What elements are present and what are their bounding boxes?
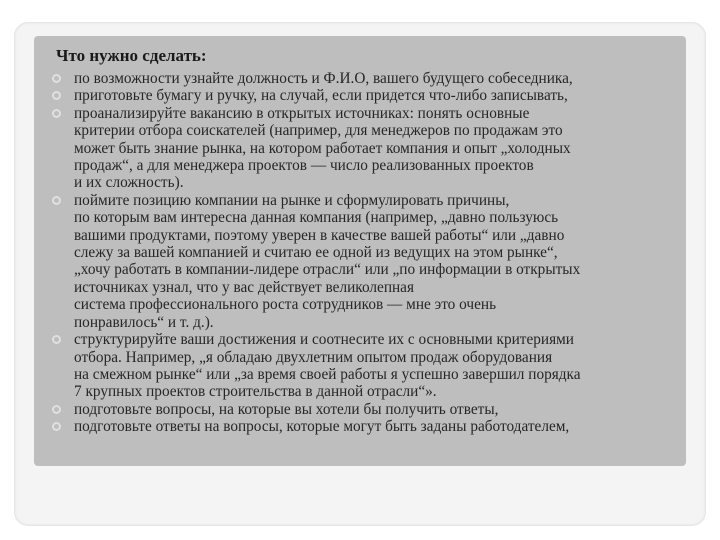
bullet-circle-icon [52,74,61,83]
bullet-line: на смежном рынке“ или „за время своей работы я успешно завершил порядка [74,365,581,383]
bullet-item [36,87,678,104]
bullet-line: „хочу работать в компании-лидере отрасли“ или „по информации в открытых [74,261,581,279]
bullet-line: структурируйте ваши достижения и соотнесите их с основными критериями [74,331,574,349]
bullet-circle-icon [52,109,61,118]
bullet-line: отбора. Например, „я обладаю двухлетним опытом продаж оборудования [74,348,553,366]
bullet-line: источниках узнал, что у вас действует великолепная [74,278,415,296]
bullet-line: система профессионального роста сотрудников — мне это очень [74,296,497,314]
bullet-item [36,105,678,192]
bullet-line: критерии отбора соискателей (например, для менеджеров по продажам это [74,122,563,140]
bullet-item [36,331,678,401]
bullet-line: вашими продуктами, поэтому уверен в качестве вашей работы“ или „давно [74,226,565,244]
bullet-circle-icon [52,91,61,100]
bullet-line: подготовьте ответы на вопросы, которые могут быть заданы работодателем, [74,418,570,436]
bullet-item [36,401,678,418]
bullet-line: и их сложность). [74,174,184,192]
bullet-line: продаж“, а для менеджера проектов — число реализованных проектов [74,157,534,175]
bullet-line: слежу за вашей компанией и считаю ее одной из ведущих на этом рынке“, [74,244,558,262]
bullet-circle-icon [52,335,61,344]
bullet-line: может быть знание рынка, на котором работает компания и опыт „холодных [74,139,571,157]
bullet-item [36,192,678,331]
bullet-line: по которым вам интересна данная компания (например, „давно пользуюсь [74,209,559,227]
bullet-list [36,70,678,436]
bullet-line: проанализируйте вакансию в открытых источниках: понять основные [74,104,530,122]
bullet-circle-icon [52,405,61,414]
bullet-item [36,418,678,435]
bullet-circle-icon [52,196,61,205]
bullet-line: понравилось“ и т. д.). [74,313,214,331]
bullet-line: приготовьте бумагу и ручку, на случай, если придется что-либо записывать, [74,87,568,105]
bullet-line: подготовьте вопросы, на которые вы хотели бы получить ответы, [74,400,499,418]
bullet-line: по возможности узнайте должность и Ф.И.О, вашего будущего собеседника, [74,70,573,87]
bullet-circle-icon [52,422,61,431]
bullet-line: 7 крупных проектов строительства в данной отрасли“». [74,383,437,401]
slide-heading: Что нужно сделать: [56,46,207,65]
bullet-item [36,70,678,87]
bullet-line: поймите позицию компании на рынке и сформулировать причины, [74,191,510,209]
